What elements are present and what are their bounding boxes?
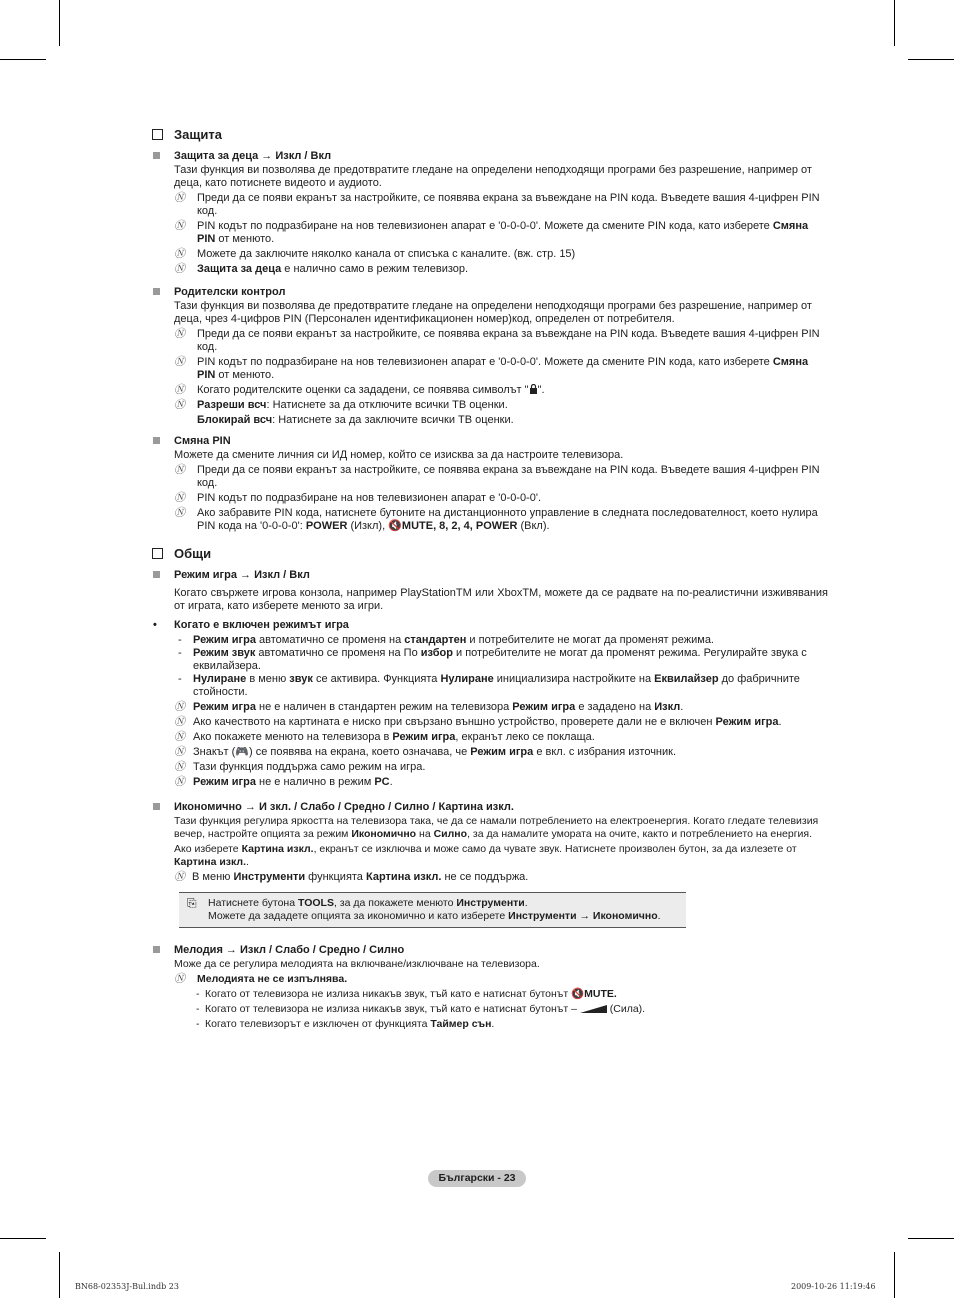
note: Ⓝ В меню Инструменти функцията Картина изкл. не се поддържа. — [174, 871, 529, 883]
note-icon: Ⓝ — [174, 761, 185, 773]
bullet-heading: • Когато е включен режимът игра — [153, 619, 349, 631]
note: Ⓝ Когато родителските оценки са зададени, се появява символът " ". — [174, 384, 545, 396]
square-bullet-icon — [153, 803, 160, 810]
square-bullet-icon — [153, 946, 160, 953]
print-slug-right: 2009-10-26 11:19:46 — [791, 1282, 876, 1291]
note-icon: Ⓝ — [174, 192, 185, 204]
square-bullet-icon — [153, 152, 160, 159]
note-icon: Ⓝ — [174, 384, 185, 396]
crop-mark — [908, 1238, 954, 1239]
note: Ⓝ PIN кодът по подразбиране на нов телевизионен апарат е '0-0-0-0'. Можете да смените PIN кода, като изберете Смяна PIN от менюто. — [174, 220, 809, 245]
note: Ⓝ Ако покажете менюто на телевизора в Режим игра, екранът леко се поклаща. — [174, 731, 595, 743]
note: Ⓝ PIN кодът по подразбиране на нов телевизионен апарат е '0-0-0-0'. — [174, 492, 542, 504]
checkbox-icon — [152, 129, 163, 140]
list-item: - Режим звук автоматично се променя на По избор и потребителите не могат да променят режима. Регулирайте звука с еквилайзера. — [178, 647, 807, 672]
description: Може да се регулира мелодията на включване/изключване на телевизора. — [174, 958, 540, 970]
note-icon: Ⓝ — [174, 399, 185, 411]
description: Ако изберете Картина изкл., екранът се изключва и може само да чувате звук. Натиснете произволен бутон, за да излезете от Картина изкл.. — [174, 843, 797, 868]
volume-icon — [580, 1005, 607, 1013]
crop-mark — [59, 0, 60, 46]
note: Ⓝ Защита за деца е налично само в режим телевизор. — [174, 263, 469, 275]
note-icon: Ⓝ — [174, 701, 185, 713]
list-item: - Режим игра автоматично се променя на стандартен и потребителите не могат да променят режима. — [178, 634, 714, 646]
note: Ⓝ Преди да се появи екранът за настройките, се появява екрана за въвеждане на PIN кода. Въведете вашия 4-цифрен PIN код. — [174, 192, 820, 217]
note-icon: Ⓝ — [174, 746, 185, 758]
game-mode-list — [152, 634, 828, 789]
subsection-parental-control — [152, 286, 828, 427]
square-bullet-icon — [153, 437, 160, 444]
lock-icon — [529, 384, 538, 394]
crop-mark — [908, 59, 954, 60]
subsection-melody — [152, 944, 828, 1031]
mute-icon: 🔇 — [388, 520, 402, 532]
description: Можете да смените личния си ИД номер, който се изисква за да настроите телевизора. — [174, 449, 624, 461]
note: Ⓝ Режим игра не е налично в режим PC. — [174, 776, 393, 788]
subsection-child-lock — [152, 150, 828, 276]
note-icon: Ⓝ — [174, 464, 185, 476]
note-icon: Ⓝ — [174, 220, 185, 232]
subsection-title: Режим игра → Изкл / Вкл — [174, 569, 310, 581]
note-icon: Ⓝ — [174, 731, 185, 743]
crop-mark — [0, 59, 46, 60]
subsection-title: Родителски контрол — [174, 286, 286, 298]
description: Тази функция ви позволява де предотвратите гледане на определени неподходящи програми без разрешение, например от деца, като потиснете видеото и аудиото. — [174, 164, 812, 189]
subsection-title: Мелодия → Изкл / Слабо / Средно / Силно — [174, 944, 405, 956]
subsection-title: Смяна PIN — [174, 435, 231, 447]
crop-mark — [894, 1252, 895, 1298]
page-content — [152, 126, 828, 1033]
note-icon: Ⓝ — [174, 328, 185, 340]
subsection-eco — [152, 801, 828, 884]
note: Ⓝ Преди да се появи екранът за настройките, се появява екрана за въвеждане на PIN кода. Въведете вашия 4-цифрен PIN код. — [174, 328, 820, 353]
note: Ⓝ Ако забравите PIN кода, натиснете бутоните на дистанционното управление в следната последователност, което нулира PIN кода на '0-0-0-0': POWER (Изкл), 🔇MUTE, 8, 2, 4, POWER (Вкл). — [174, 507, 818, 532]
description: Тази функция ви позволява де предотвратите гледане на определени неподходящи програми без разрешение, например от деца, чрез 4-цифров PIN (Персонален идентификационен номер)код, определен от потребителя. — [174, 300, 812, 325]
note: Ⓝ Тази функция поддържа само режим на игра. — [174, 761, 426, 773]
page-number-badge: Български - 23 — [428, 1170, 526, 1187]
note-icon: Ⓝ — [174, 507, 185, 519]
subsection-game-mode — [152, 569, 828, 613]
note: Ⓝ Режим игра не е наличен в стандартен режим на телевизора Режим игра е зададено на Изкл. — [174, 701, 684, 713]
gamepad-icon: 🎮 — [235, 746, 249, 758]
list-item: - Когато телевизорът е изключен от функцията Таймер сън. — [196, 1018, 495, 1030]
note: Ⓝ Можете да заключите няколко канала от списъка с каналите. (вж. стр. 15) — [174, 248, 576, 260]
print-slug-left: BN68-02353J-Bul.indb 23 — [75, 1282, 179, 1291]
tools-icon: ⎘ — [187, 896, 197, 910]
note-icon: Ⓝ — [174, 263, 185, 275]
subsection-title: Защита за деца → Изкл / Вкл — [174, 150, 332, 162]
note: Ⓝ Ако качеството на картината е ниско при свързано външно устройство, проверете дали не е включен Режим игра. — [174, 716, 782, 728]
note-icon: Ⓝ — [174, 871, 185, 883]
note: Ⓝ Разреши всч: Натиснете за да отключите всички ТВ оценки. — [174, 399, 508, 411]
tools-tip-box — [179, 892, 686, 928]
description: Тази функция регулира яркостта на телевизора така, че да се намали потреблението на електроенергия. Когато гледате телевизия вечер, настройте опцията за режим Икономично на Силно, за да намалите умората на очите, както и потреблението на енергия. — [174, 815, 819, 840]
note-icon: Ⓝ — [174, 248, 185, 260]
subsection-title: Икономично → И зкл. / Слабо / Средно / Силно / Картина изкл. — [174, 801, 514, 813]
square-bullet-icon — [153, 571, 160, 578]
note-icon: Ⓝ — [174, 492, 185, 504]
note-icon: Ⓝ — [174, 716, 185, 728]
crop-mark — [0, 1238, 46, 1239]
list-item: - Когато от телевизора не излиза никакъв звук, тъй като е натиснат бутонът – (Сила). — [196, 1003, 646, 1015]
note-icon: Ⓝ — [174, 973, 185, 985]
tip-line: Натиснете бутона TOOLS, за да покажете менюто Инструменти. — [208, 897, 528, 909]
note-icon: Ⓝ — [174, 356, 185, 368]
list-item: - Когато от телевизора не излиза никакъв звук, тъй като е натиснат бутонът 🔇MUTE. — [196, 988, 617, 1000]
list-item: - Нулиране в меню звук се активира. Функцията Нулиране инициализира настройките на Еквилайзер до фабричните стойности. — [178, 673, 800, 698]
section-heading-security: Защита — [152, 126, 828, 142]
checkbox-icon — [152, 548, 163, 559]
crop-mark — [59, 1252, 60, 1298]
note: Ⓝ Преди да се появи екранът за настройките, се появява екрана за въвеждане на PIN кода. Въведете вашия 4-цифрен PIN код. — [174, 464, 820, 489]
tip-line: Можете да зададете опцията за икономично и като изберете Инструменти → Икономично. — [208, 910, 661, 922]
square-bullet-icon — [153, 288, 160, 295]
note-icon: Ⓝ — [174, 776, 185, 788]
crop-mark — [894, 0, 895, 46]
note: Ⓝ PIN кодът по подразбиране на нов телевизионен апарат е '0-0-0-0'. Можете да смените PIN кода, като изберете Смяна PIN от менюто. — [174, 356, 809, 381]
section-heading-general: Общи — [152, 545, 828, 561]
description: Когато свържете игрова конзола, например PlayStationTM или XboxTM, можете да се радвате на по-реалистични изживявания от играта, като изберете менюто за игри. — [174, 587, 828, 612]
subsection-change-pin — [152, 435, 828, 533]
mute-icon: 🔇 — [571, 988, 585, 1000]
note: Ⓝ Знакът (🎮) се появява на екрана, което означава, че Режим игра е вкл. с избрания източник. — [174, 746, 677, 758]
note-continuation: Блокирай всч: Натиснете за да заключите всички ТВ оценки. — [197, 414, 514, 426]
note: Ⓝ Мелодията не се изпълнява. — [174, 973, 348, 985]
